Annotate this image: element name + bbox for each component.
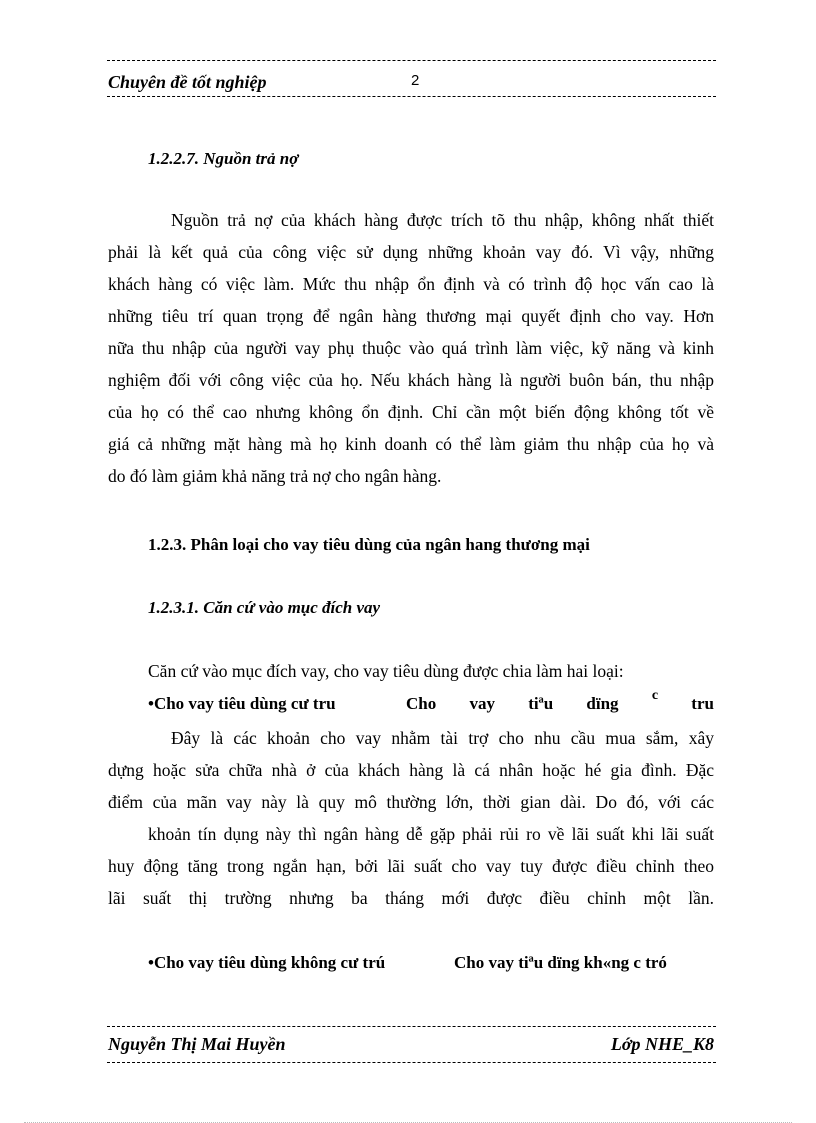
garbled-word: tru [691,694,714,713]
paragraph-line: huy động tăng trong ngắn hạn, bởi lãi suất cho vay tuy được điều chỉnh theo [108,856,714,876]
paragraph-line: Nguồn trả nợ của khách hàng được trích tõ thu nhập, không nhất thiết [171,210,714,230]
paragraph-line: điểm của mãn vay này là quy mô thường lớn, thời gian dài. Do đó, với các [108,792,714,812]
garbled-word: dïng [586,694,619,713]
paragraph-line: giá cả những mặt hàng mà họ kinh doanh có thể làm giảm thu nhập của họ và [108,434,714,454]
footer-author: Nguyễn Thị Mai Huyền [108,1034,286,1054]
paragraph-repayment-source [108,204,714,492]
paragraph-line: phải là kết quả của công việc sử dụng những khoản vay đó. Vì vậy, những [108,242,714,262]
header-title: Chuyên đề tốt nghiệp [108,72,267,92]
intro-line: Căn cứ vào mục đích vay, cho vay tiêu dùng được chia làm hai loại: [148,661,624,681]
paragraph-line: khoản tín dụng này thì ngân hàng dễ gặp phải rủi ro về lãi suất khi lãi suất [148,824,714,844]
paragraph-line: Đây là các khoản cho vay nhằm tài trợ cho nhu cầu mua sắm, xây [171,728,714,748]
header-bottom-divider [107,96,716,97]
section-heading-1231: 1.2.3.1. Căn cứ vào mục đích vay [148,598,381,617]
header-top-divider [107,60,716,61]
paragraph-line: nghiệm đối với công việc của họ. Nếu khách hàng là người buôn bán, thu nhập [108,370,714,390]
footer-bottom-divider [107,1062,716,1063]
section-heading-1227: 1.2.2.7. Nguồn trả nợ [148,149,299,168]
paragraph-line: của họ có thể cao nhưng không ổn định. Chỉ cần một biến động không tốt về [108,402,714,422]
bullet-nonresidential-garbled: Cho vay tiªu dïng kh«ng c tró [454,953,667,972]
garbled-word: vay [469,694,495,713]
paragraph-line: dựng hoặc sửa chữa nhà ở của khách hàng là cá nhân hoặc hé gia đình. Đặc [108,760,714,780]
section-heading-123: 1.2.3. Phân loại cho vay tiêu dùng của ngân hang thương mại [148,535,590,554]
paragraph-residential [108,722,714,914]
bullet-residential-label: •Cho vay tiêu dùng cư tru [148,694,336,713]
paragraph-line: những tiêu trí quan trọng để ngân hàng thương mại quyết định cho vay. Hơn [108,306,714,326]
garbled-word: tiªu [528,694,554,713]
garbled-word: c [651,688,659,703]
paragraph-line: nữa thu nhập của người vay phụ thuộc vào quá trình làm việc, kỹ năng và kinh [108,338,714,358]
bullet-residential-garbled [406,688,714,714]
paragraph-line: do đó làm giảm khả năng trả nợ cho ngân hàng. [108,466,442,486]
paragraph-line: lãi suất thị trường nhưng ba tháng mới được điều chỉnh một lần. [108,888,714,908]
bullet-nonresidential-label: •Cho vay tiêu dùng không cư trú [148,953,386,972]
footer-top-divider [107,1026,716,1027]
page-number: 2 [411,72,420,89]
paragraph-line: khách hàng có việc làm. Mức thu nhập ổn định và có trình độ học vấn cao là [108,274,714,294]
footer-class: Lớp NHE_K8 [610,1034,714,1054]
garbled-word: Cho [406,694,437,713]
